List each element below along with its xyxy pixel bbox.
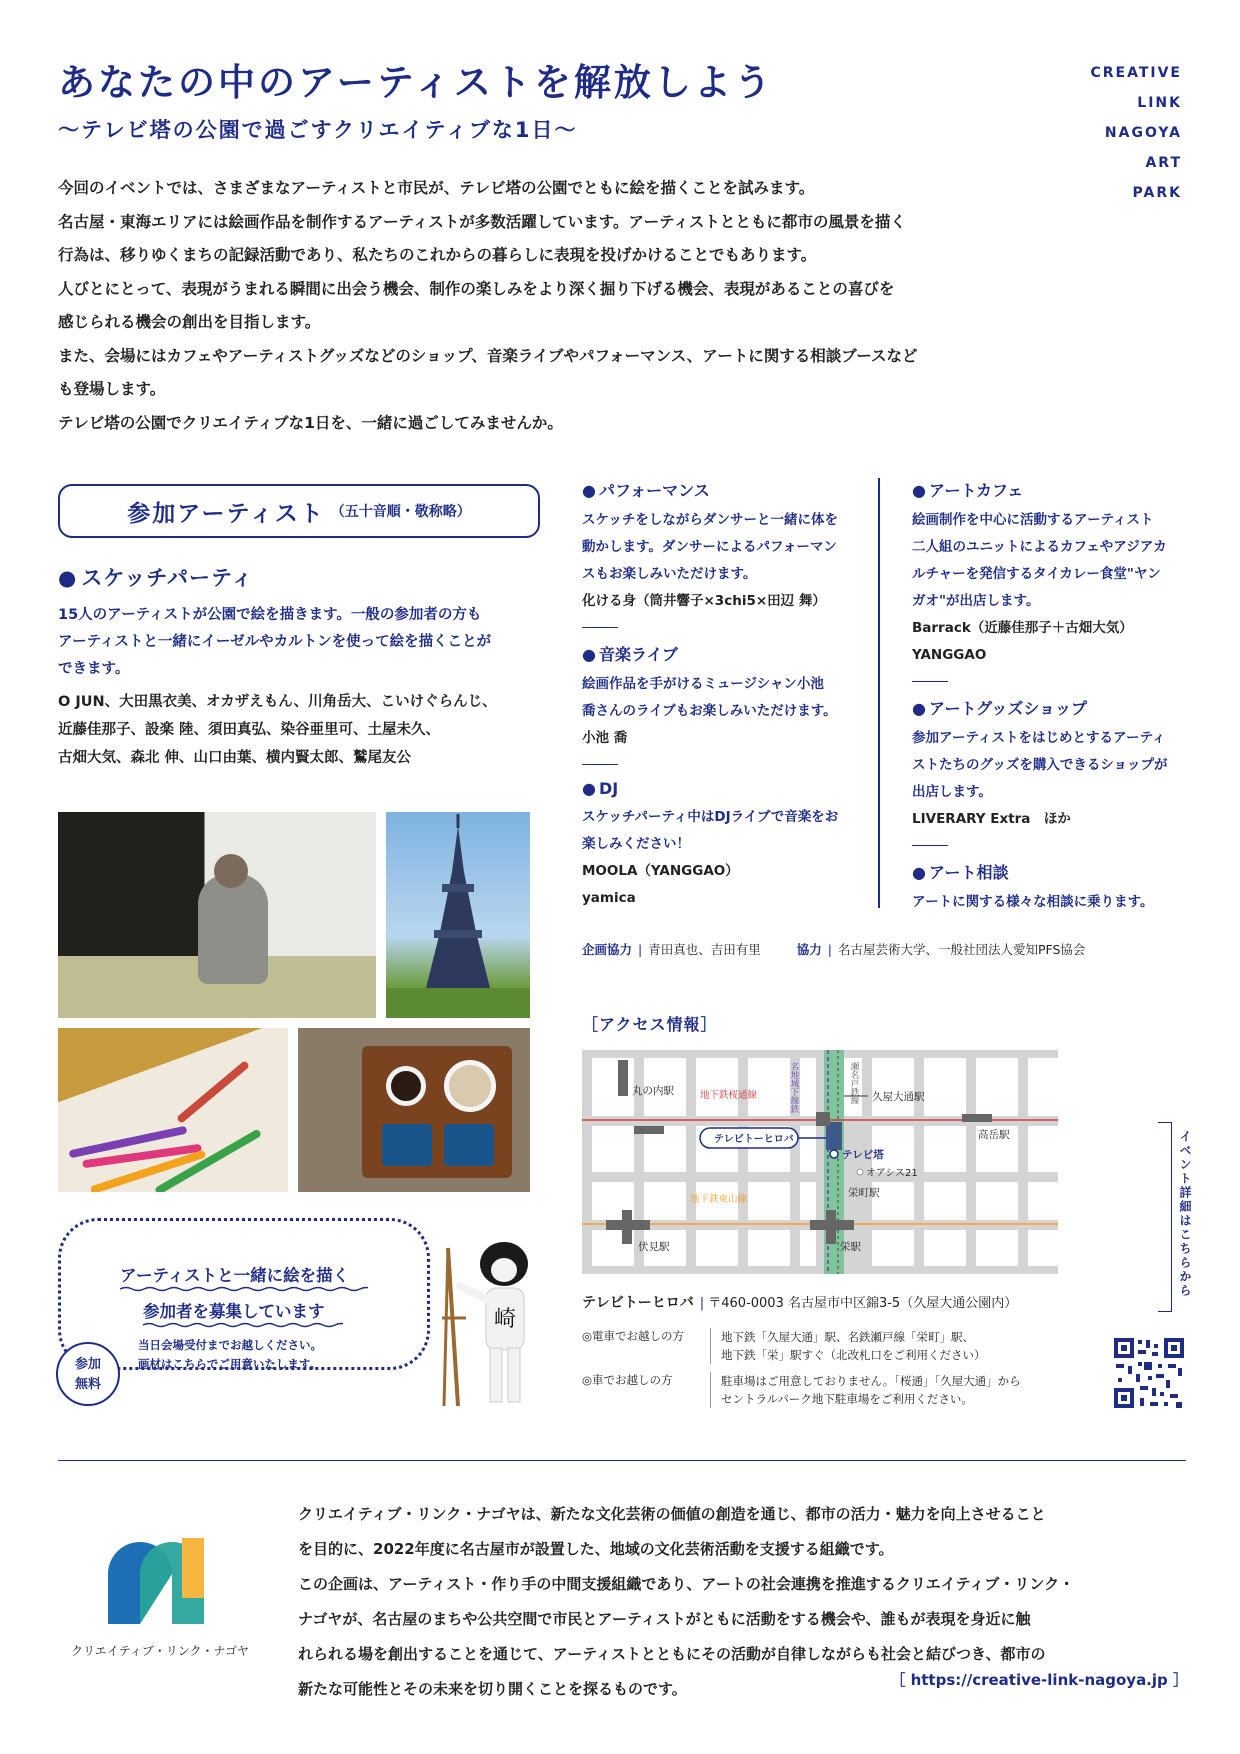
coop-label: 協力 — [796, 942, 822, 957]
art-cafe-heading: ● アートカフェ — [912, 478, 1192, 501]
address-name: テレビトーヒロバ — [582, 1295, 694, 1311]
program-column-middle — [582, 478, 872, 912]
desc-line: 絵画作品を手がけるミュージシャン小池 — [582, 676, 824, 692]
mascot-char: 崎 — [493, 1307, 517, 1332]
map-label-meijo: 名地城下線鉄 — [789, 1062, 799, 1113]
plan-label: 企画協力 — [582, 942, 633, 957]
dj-performer: yamica — [582, 890, 636, 906]
performance-description — [582, 507, 872, 588]
sketch-party-description — [58, 602, 538, 683]
car-line: 駐車場はご用意しておりません。「桜通」「久屋大通」から — [721, 1374, 1021, 1388]
desc-line: 二人組のユニットによるカフェやアジアカ — [912, 539, 1167, 555]
wave-underline — [143, 1322, 343, 1328]
mascot-okazaemon-illustration — [440, 1238, 540, 1408]
footer-line: この企画は、アーティスト・作り手の中間支援組織であり、アートの社会連携を推進するクリエイティブ・リンク・ — [298, 1575, 1075, 1593]
dj-description — [582, 804, 872, 858]
artists-heading: 参加アーティスト — [127, 500, 325, 527]
desc-line: 絵画制作を中心に活動するアーティスト — [912, 512, 1154, 528]
sketch-party-artists — [58, 688, 548, 772]
access-train — [582, 1328, 986, 1364]
map-label-fushimi: 伏見駅 — [638, 1241, 670, 1253]
music-live-performer: 小池 喬 — [582, 730, 628, 746]
intro-line: 行為は、移りゆくまちの記録活動であり、私たちのこれからの暮らしに表現を投げかけることでもあります。 — [58, 246, 817, 264]
map-label-oasis: オアシス21 — [866, 1168, 918, 1179]
dj-heading: ● DJ — [582, 779, 872, 798]
recruit-note — [138, 1336, 322, 1374]
goods-shop-heading: ● アートグッズショップ — [912, 696, 1192, 719]
credits: 企画協力 | 青田真也、吉田有里 協力 | 名古屋芸術大学、一般社団法人愛知PFS協会 — [582, 942, 1086, 957]
map-label-sakae: 栄駅 — [840, 1241, 861, 1253]
artists-heading-box — [58, 484, 540, 538]
map-label-hisaya: 久屋大通駅 — [872, 1091, 925, 1103]
brand-line: LINK — [1137, 95, 1182, 111]
desc-line: ルチャーを発信するタイカレー食堂"ヤン — [912, 566, 1161, 582]
desc-line: スもお楽しみいただけます。 — [582, 566, 757, 582]
performance-performer: 化ける身（筒井響子×3chi5×田辺 舞） — [582, 593, 826, 609]
footer-line: クリエイティブ・リンク・ナゴヤは、新たな文化芸術の価値の創造を通じ、都市の活力・魅力を向上させること — [298, 1505, 1046, 1523]
footer-line: を目的に、2022年度に名古屋市が設置した、地域の文化芸術活動を支援する組織です。 — [298, 1540, 894, 1558]
access-car — [582, 1372, 1021, 1408]
map-label-tower: テレビ塔 — [842, 1149, 884, 1161]
map-label-sakaemachi: 栄町駅 — [848, 1187, 880, 1199]
sketch-desc-line: できます。 — [58, 661, 130, 677]
art-cafe-vendor: YANGGAO — [912, 647, 987, 663]
qr-code[interactable] — [1112, 1336, 1186, 1410]
map-label-hiroba: テレビトーヒロバ — [714, 1134, 794, 1145]
divider — [582, 627, 618, 628]
map-label-seto: 瀬名戸鉄線 — [849, 1062, 859, 1105]
photo-painter — [58, 812, 376, 1018]
goods-shop-vendor: LIVERARY Extra ほか — [912, 811, 1071, 827]
artist-names-line: O JUN、大田黒衣美、オカザえもん、川角岳大、こいけぐらんじ、 — [58, 694, 497, 710]
photo-tv-tower — [386, 812, 530, 1018]
intro-line: 名古屋・東海エリアには絵画作品を制作するアーティストが多数活躍しています。アーティストとともに都市の風景を描く — [58, 212, 906, 231]
access-map[interactable] — [582, 1050, 1058, 1274]
desc-line: 楽しみください！ — [582, 836, 690, 852]
divider — [912, 845, 948, 846]
badge-line: 無料 — [74, 1377, 101, 1392]
train-line: 地下鉄「栄」駅すぐ（北改札口をご利用ください） — [721, 1348, 986, 1362]
creative-link-nagoya-logo — [102, 1534, 210, 1626]
artists-heading-note: （五十音順・敬称略） — [330, 504, 471, 520]
badge-line: 参加 — [74, 1357, 101, 1372]
map-label-takaoka: 高岳駅 — [978, 1129, 1010, 1141]
artist-names-line: 古畑大気、森北 伸、山口由葉、横内賢太郎、鷲尾友公 — [58, 750, 412, 766]
event-details-note: イベント詳細はこちらから — [1178, 1130, 1192, 1298]
access-title: ［アクセス情報］ — [582, 1015, 718, 1034]
divider — [582, 764, 618, 765]
intro-line: 今回のイベントでは、さまざまなアーティストと市民が、テレビ塔の公園でともに絵を描くことを試みます。 — [58, 179, 815, 197]
art-consult-heading: ● アート相談 — [912, 860, 1192, 883]
coop-value: 名古屋芸術大学、一般社団法人愛知PFS協会 — [837, 942, 1086, 957]
program-column-right — [912, 478, 1192, 916]
brand-wordmark — [1090, 58, 1182, 208]
art-consult-description — [912, 889, 1192, 916]
desc-line: アートに関する様々な相談に乗ります。 — [912, 894, 1154, 910]
desc-line: ガオ"が出店します。 — [912, 593, 1040, 609]
address-value: 〒460-0003 名古屋市中区錦3-5（久屋大通公園内） — [708, 1296, 1018, 1311]
artist-names-line: 近藤佳那子、設楽 陸、須田真弘、染谷亜里可、土屋未久、 — [58, 722, 441, 738]
recruit-line-2: 参加者を募集しています — [143, 1302, 325, 1321]
address: テレビトーヒロバ | 〒460-0003 名古屋市中区錦3-5（久屋大通公園内） — [582, 1295, 1018, 1311]
map-label-higashiyama: 地下鉄東山線 — [690, 1194, 748, 1205]
logo-text: クリエイティブ・リンク・ナゴヤ — [70, 1644, 250, 1658]
car-line: セントラルパーク地下駐車場をご利用ください。 — [721, 1392, 973, 1406]
footer-line: れられる場を創出することを通じて、アーティストとともにその活動が自律しながらも社会と結びつき、都市の — [298, 1645, 1046, 1663]
map-label-marunouchi: 丸の内駅 — [632, 1085, 674, 1097]
desc-line: 喬さんのライブもお楽しみいただけます。 — [582, 703, 837, 719]
brand-line: ART — [1145, 155, 1182, 171]
intro-line: も登場します。 — [58, 380, 166, 398]
map-label-sakuradori: 地下鉄桜通線 — [700, 1090, 758, 1101]
footer-line: 新たな可能性とその未来を切り開くことを探るものです。 — [298, 1680, 687, 1698]
photo-drawing-markers — [58, 1028, 288, 1192]
intro-line: 人びとにとって、表現がうまれる瞬間に出会う機会、制作の楽しみをより深く掘り下げる機会、表現があることの喜びを — [58, 279, 895, 298]
brand-line: PARK — [1132, 185, 1182, 201]
note-line: 画材はこちらでご用意いたします。 — [138, 1357, 321, 1371]
intro-text — [58, 172, 1058, 440]
train-label: ◎電車でお越しの方 — [582, 1329, 685, 1343]
subtitle: 〜テレビ塔の公園で過ごすクリエイティブな1日〜 — [58, 118, 578, 142]
desc-line: 出店します。 — [912, 784, 992, 800]
desc-line: ストたちのグッズを購入できるショップが — [912, 757, 1168, 773]
intro-line: 感じられる機会の創出を目指します。 — [58, 313, 321, 331]
footer-line: ナゴヤが、名古屋のまちや公共空間で市民とアーティストがともに活動をする機会や、誰もが表現を身近に触 — [298, 1610, 1031, 1628]
desc-line: スケッチをしながらダンサーと一緒に体を — [582, 512, 838, 528]
dj-performer: MOOLA（YANGGAO） — [582, 863, 739, 879]
sketch-desc-line: 15人のアーティストが公園で絵を描きます。一般の参加者の方も — [58, 607, 482, 623]
intro-line: また、会場にはカフェやアーティストグッズなどのショップ、音楽ライブやパフォーマンス、アートに関する相談ブースなど — [58, 346, 918, 365]
website-link[interactable]: ［ https://creative-link-nagoya.jp ］ — [890, 1671, 1188, 1689]
intro-line: テレビ塔の公園でクリエイティブな1日を、一緒に過ごしてみませんか。 — [58, 413, 563, 432]
sketch-party-heading: ● スケッチパーティ — [58, 562, 253, 592]
performance-heading: ● パフォーマンス — [582, 478, 872, 501]
art-cafe-vendor: Barrack（近藤佳那子＋古畑大気） — [912, 620, 1133, 636]
wave-underline — [120, 1286, 368, 1292]
desc-line: 動かします。ダンサーによるパフォーマン — [582, 539, 837, 555]
car-label: ◎車でお越しの方 — [582, 1373, 673, 1387]
column-divider — [878, 478, 880, 908]
photo-cafe-table — [298, 1028, 530, 1192]
goods-shop-description — [912, 725, 1192, 806]
desc-line: スケッチパーティ中はDJライブで音楽をお — [582, 809, 839, 825]
art-cafe-description — [912, 507, 1192, 615]
free-badge — [56, 1342, 120, 1406]
music-live-description — [582, 671, 872, 725]
sketch-desc-line: アーティストと一緒にイーゼルやカルトンを使って絵を描くことが — [58, 634, 492, 650]
brand-line: NAGOYA — [1104, 125, 1182, 141]
recruit-line-1: アーティストと一緒に絵を描く — [120, 1266, 350, 1285]
footer-divider — [58, 1460, 1186, 1461]
music-live-heading: ● 音楽ライブ — [582, 642, 872, 665]
desc-line: 参加アーティストをはじめとするアーティ — [912, 730, 1166, 746]
note-line: 当日会場受付までお越しください。 — [138, 1338, 322, 1352]
train-line: 地下鉄「久屋大通」駅、名鉄瀬戸線「栄町」駅、 — [721, 1330, 974, 1344]
main-title: あなたの中のアーティストを解放しよう — [58, 61, 774, 104]
brand-line: CREATIVE — [1090, 65, 1182, 81]
divider — [912, 681, 948, 682]
plan-value: 青田真也、吉田有里 — [648, 942, 761, 957]
